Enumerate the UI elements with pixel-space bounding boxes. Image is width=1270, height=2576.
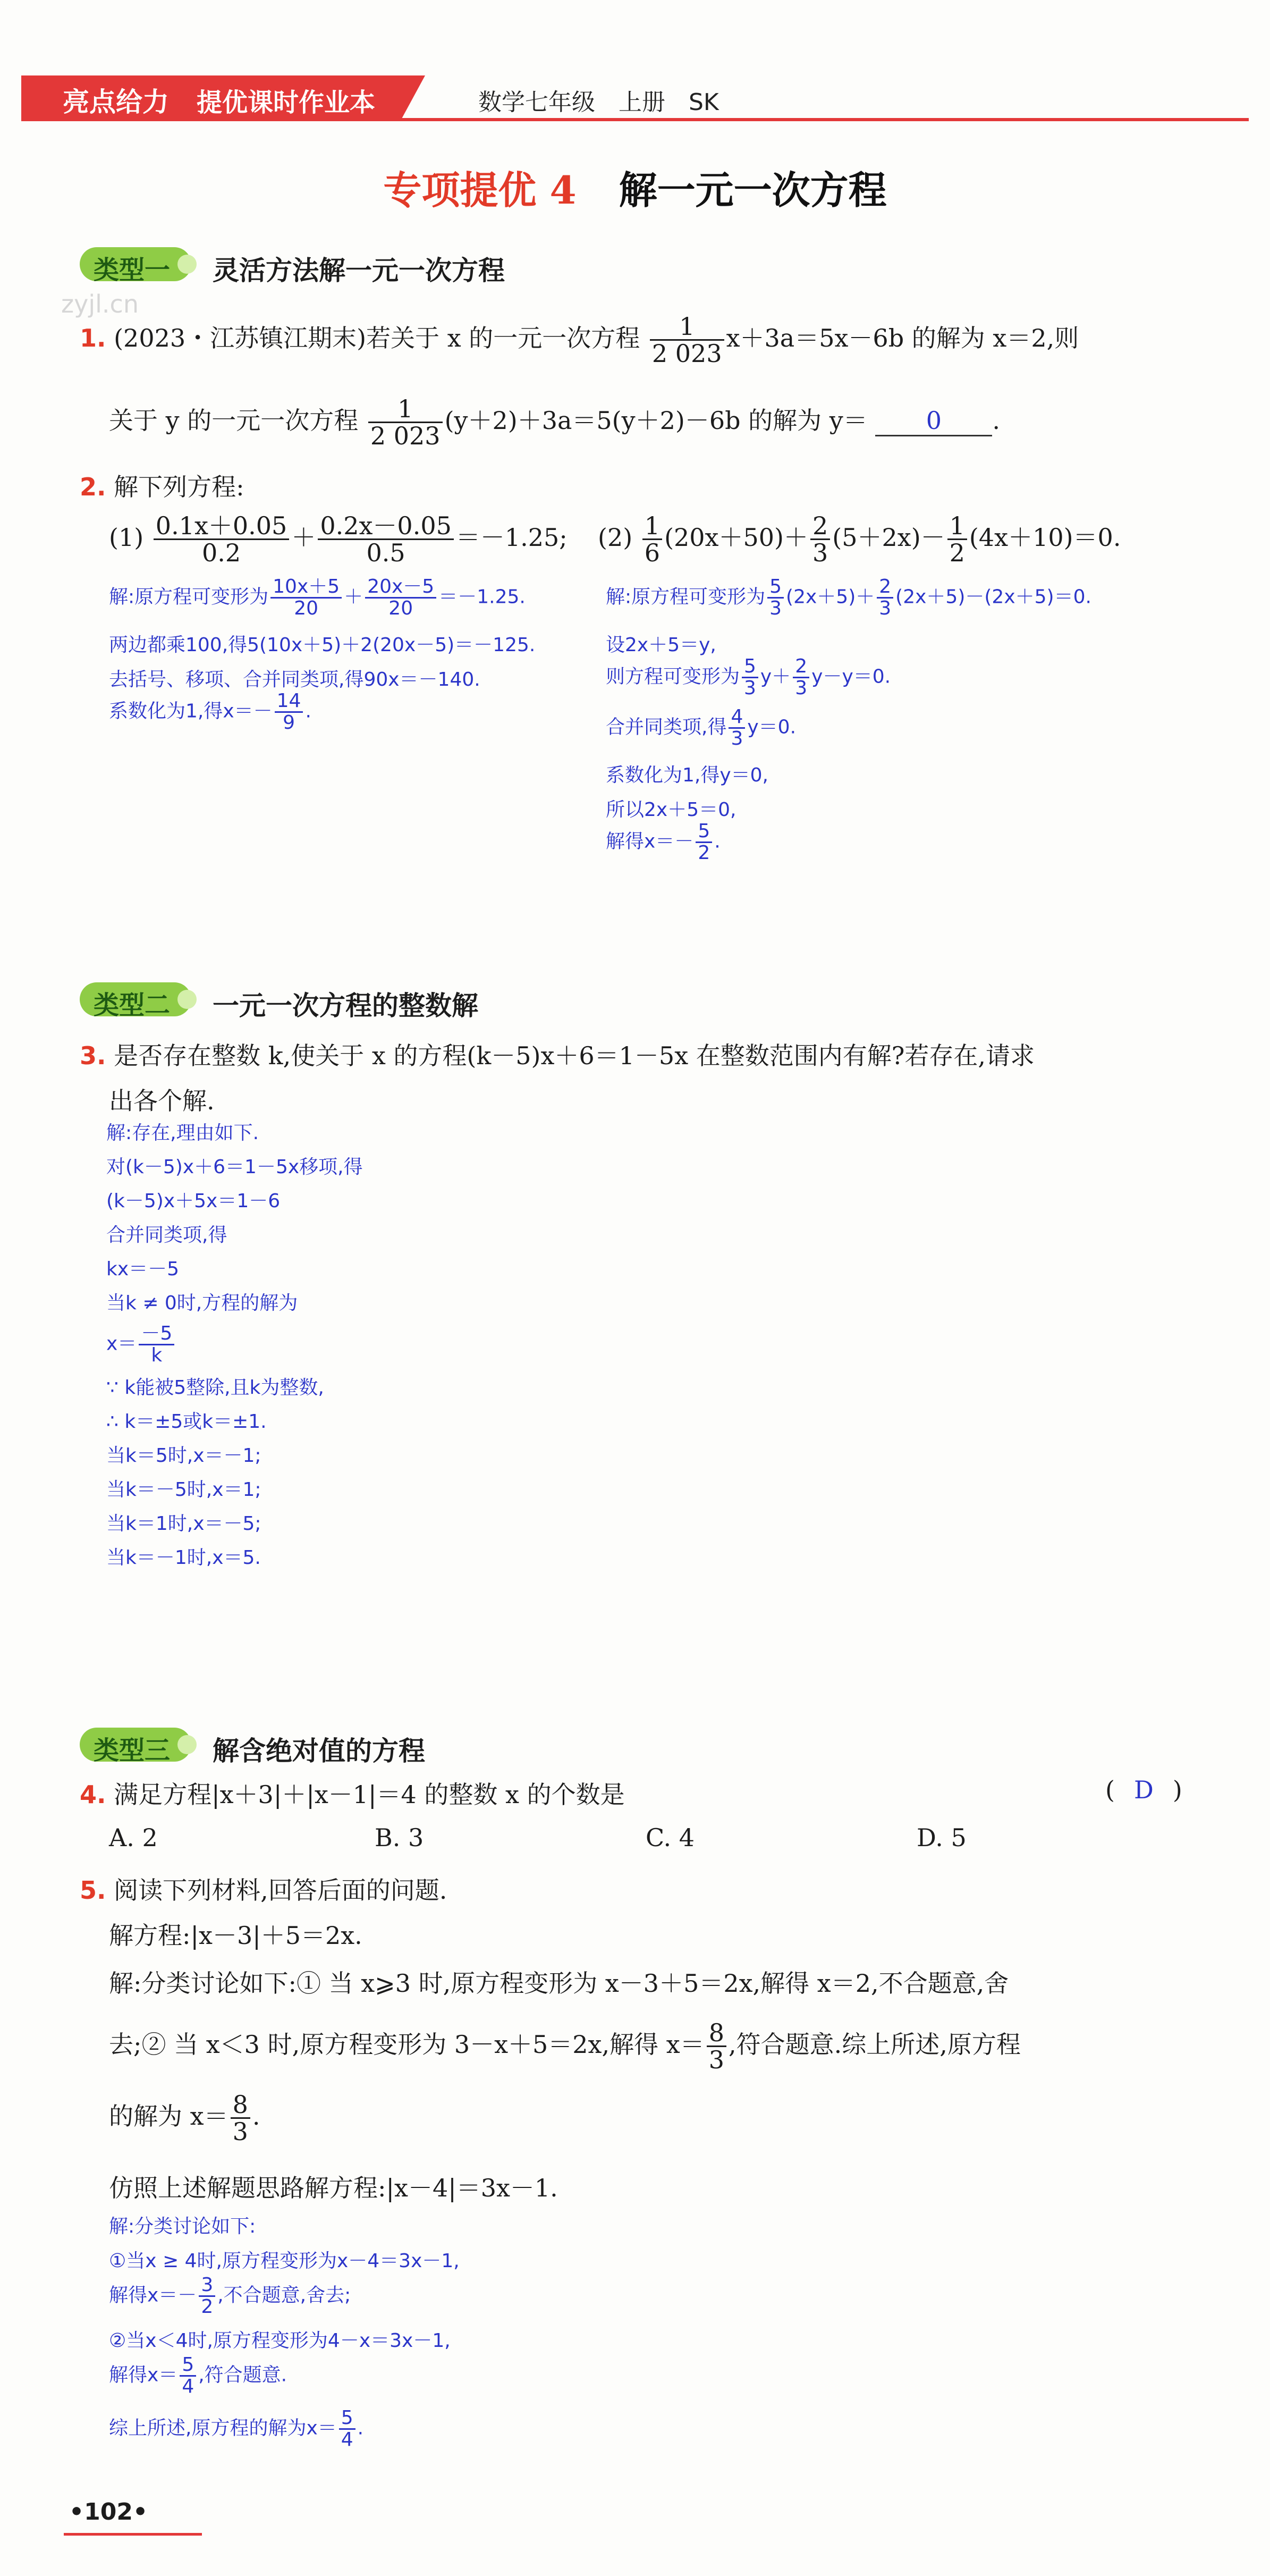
- option-a: A. 2: [109, 1823, 158, 1852]
- page-title: [0, 159, 1270, 215]
- subject-label: 数学七年级 上册 SK: [478, 89, 719, 116]
- question-5-line-3: 解:分类讨论如下:① 当 x⩾3 时,原方程变形为 x－3＋5＝2x,解得 x＝2,不合题意,舍: [109, 1969, 1009, 1998]
- question-5-line-1: 5. 阅读下列材料,回答后面的问题.: [80, 1876, 447, 1905]
- question-5-line-2: 解方程:|x－3|＋5＝2x.: [109, 1921, 362, 1950]
- solution-2-2-line-5: 系数化为1,得y＝0,: [606, 764, 769, 786]
- question-2-part-2: (2) $\frac{1}{6}$ (20x＋50)＋ $\frac{2}{3}$ (5＋2x)－ $\frac{1}{2}$ (4x＋10)＝0.: [598, 511, 1121, 568]
- solution-3: 解:存在,理由如下. 对(k－5)x＋6＝1－5x移项,得 (k－5)x＋5x＝1－6 合并同类项,得 kx＝－5 当k ≠ 0时,方程的解为 x＝ $\frac{-5}{k}$ ∵ k能被5整除,且k为整数, ∴ k＝±5或k＝±1. 当k＝5时,x＝－1; 当k＝－5时,x＝1; 当k＝1时,x＝－5; 当k＝－1时,x＝5.: [106, 1122, 363, 1569]
- question-number: 1.: [80, 323, 106, 352]
- section-type-2: [80, 982, 877, 1020]
- solution-2-2-line-6: 所以2x＋5＝0,: [606, 799, 736, 821]
- question-5-line-4: 去;② 当 x＜3 时,原方程变形为 3－x＋5＝2x,解得 x＝ $\frac{8}{3}$ ,符合题意.综上所述,原方程: [109, 2018, 1021, 2075]
- answer-blank: 0: [875, 406, 992, 436]
- question-3-line-1: 3. 是否存在整数 k,使关于 x 的方程(k－5)x＋6＝1－5x 在整数范围内有解?若存在,请求: [80, 1041, 1035, 1070]
- answer-choice: D: [1133, 1775, 1154, 1804]
- solution-2-1-line-3: 去括号、移项、合并同类项,得90x＝－140.: [109, 669, 480, 691]
- solution-2-2-line-7: 解得x＝－ $\frac{5}{2}$ .: [606, 820, 721, 864]
- solution-5-line-1: 解:分类讨论如下:: [109, 2216, 256, 2237]
- section-type-3: [80, 1728, 877, 1765]
- question-1-line-2: 关于 y 的一元一次方程 $\frac{1}{2 023}$ (y＋2)＋3a＝5(y＋2)－6b 的解为 y＝ 0 .: [109, 394, 1001, 451]
- question-2-part-1: (1) $\frac{0.1x+0.05}{0.2}$ ＋ $\frac{0.2x-0.05}{0.5}$ ＝－1.25;: [109, 511, 568, 568]
- question-3-line-2: 出各个解.: [109, 1087, 215, 1115]
- solution-5-line-3: 解得x＝－ $\frac{3}{2}$ ,不合题意,舍去;: [109, 2274, 351, 2318]
- series-name: 提优课时作业本: [197, 88, 376, 117]
- solution-2-2-line-1: 解:原方程可变形为 $\frac{5}{3}$ (2x＋5)＋ $\frac{2}{3}$ (2x＋5)－(2x＋5)＝0.: [606, 576, 1091, 619]
- solution-2-1-line-4: 系数化为1,得x＝－ $\frac{14}{9}$ .: [109, 690, 311, 734]
- page-number: •102•: [69, 2498, 148, 2526]
- page-header: [21, 75, 1249, 120]
- fraction: $\frac{1}{2 023}$: [650, 314, 724, 367]
- option-c: C. 4: [646, 1823, 695, 1852]
- brand-logo: 亮点给力: [63, 87, 169, 117]
- watermark: zyjl.cn: [61, 290, 139, 318]
- question-1-line-1: 1. (2023・江苏镇江期末)若关于 x 的一元一次方程 $\frac{1}{2 023}$ x＋3a＝5x－6b 的解为 x＝2,则: [80, 312, 1079, 368]
- question-4-stem: 4. 满足方程|x＋3|＋|x－1|＝4 的整数 x 的个数是: [80, 1780, 625, 1809]
- solution-5-line-5: 解得x＝ $\frac{5}{4}$ ,符合题意.: [109, 2354, 287, 2397]
- question-5-line-5: 的解为 x＝ $\frac{8}{3}$ .: [109, 2090, 260, 2146]
- title-label: 专项提优 4: [383, 167, 577, 213]
- option-b: B. 3: [375, 1823, 424, 1852]
- solution-2-2-line-2: 设2x＋5＝y,: [606, 634, 716, 656]
- option-d: D. 5: [917, 1823, 967, 1852]
- solution-5-line-2: ①当x ≥ 4时,原方程变形为x－4＝3x－1,: [109, 2250, 460, 2272]
- section-tag: 类型一: [80, 247, 191, 281]
- section-title: 灵活方法解一元一次方程: [213, 255, 505, 286]
- page-number-underline: [64, 2533, 202, 2536]
- section-tag: 类型三: [80, 1728, 191, 1762]
- question-2-stem: 2. 解下列方程:: [80, 473, 244, 501]
- solution-2-2-line-4: 合并同类项,得 $\frac{4}{3}$ y＝0.: [606, 706, 797, 750]
- solution-2-1-line-1: 解:原方程可变形为 $\frac{10x+5}{20}$ ＋ $\frac{20x-5}{20}$ ＝－1.25.: [109, 576, 526, 619]
- solution-5-line-6: 综上所述,原方程的解为x＝ $\frac{5}{4}$ .: [109, 2407, 364, 2451]
- title-topic: 解一元一次方程: [619, 167, 887, 213]
- section-type-1: [80, 247, 877, 284]
- solution-2-1-line-2: 两边都乘100,得5(10x＋5)＋2(20x－5)＝－125.: [109, 634, 536, 656]
- section-title: 一元一次方程的整数解: [213, 990, 478, 1021]
- fraction: $\frac{1}{2 023}$: [368, 396, 443, 449]
- question-5-line-6: 仿照上述解题思路解方程:|x－4|＝3x－1.: [109, 2174, 558, 2202]
- solution-5-line-4: ②当x＜4时,原方程变形为4－x＝3x－1,: [109, 2330, 451, 2352]
- section-title: 解含绝对值的方程: [213, 1736, 425, 1766]
- section-tag: 类型二: [80, 982, 191, 1016]
- solution-2-2-line-3: 则方程可变形为 $\frac{5}{3}$ y＋ $\frac{2}{3}$ y－y＝0.: [606, 655, 891, 699]
- answer-paren: ( D ): [1105, 1775, 1182, 1804]
